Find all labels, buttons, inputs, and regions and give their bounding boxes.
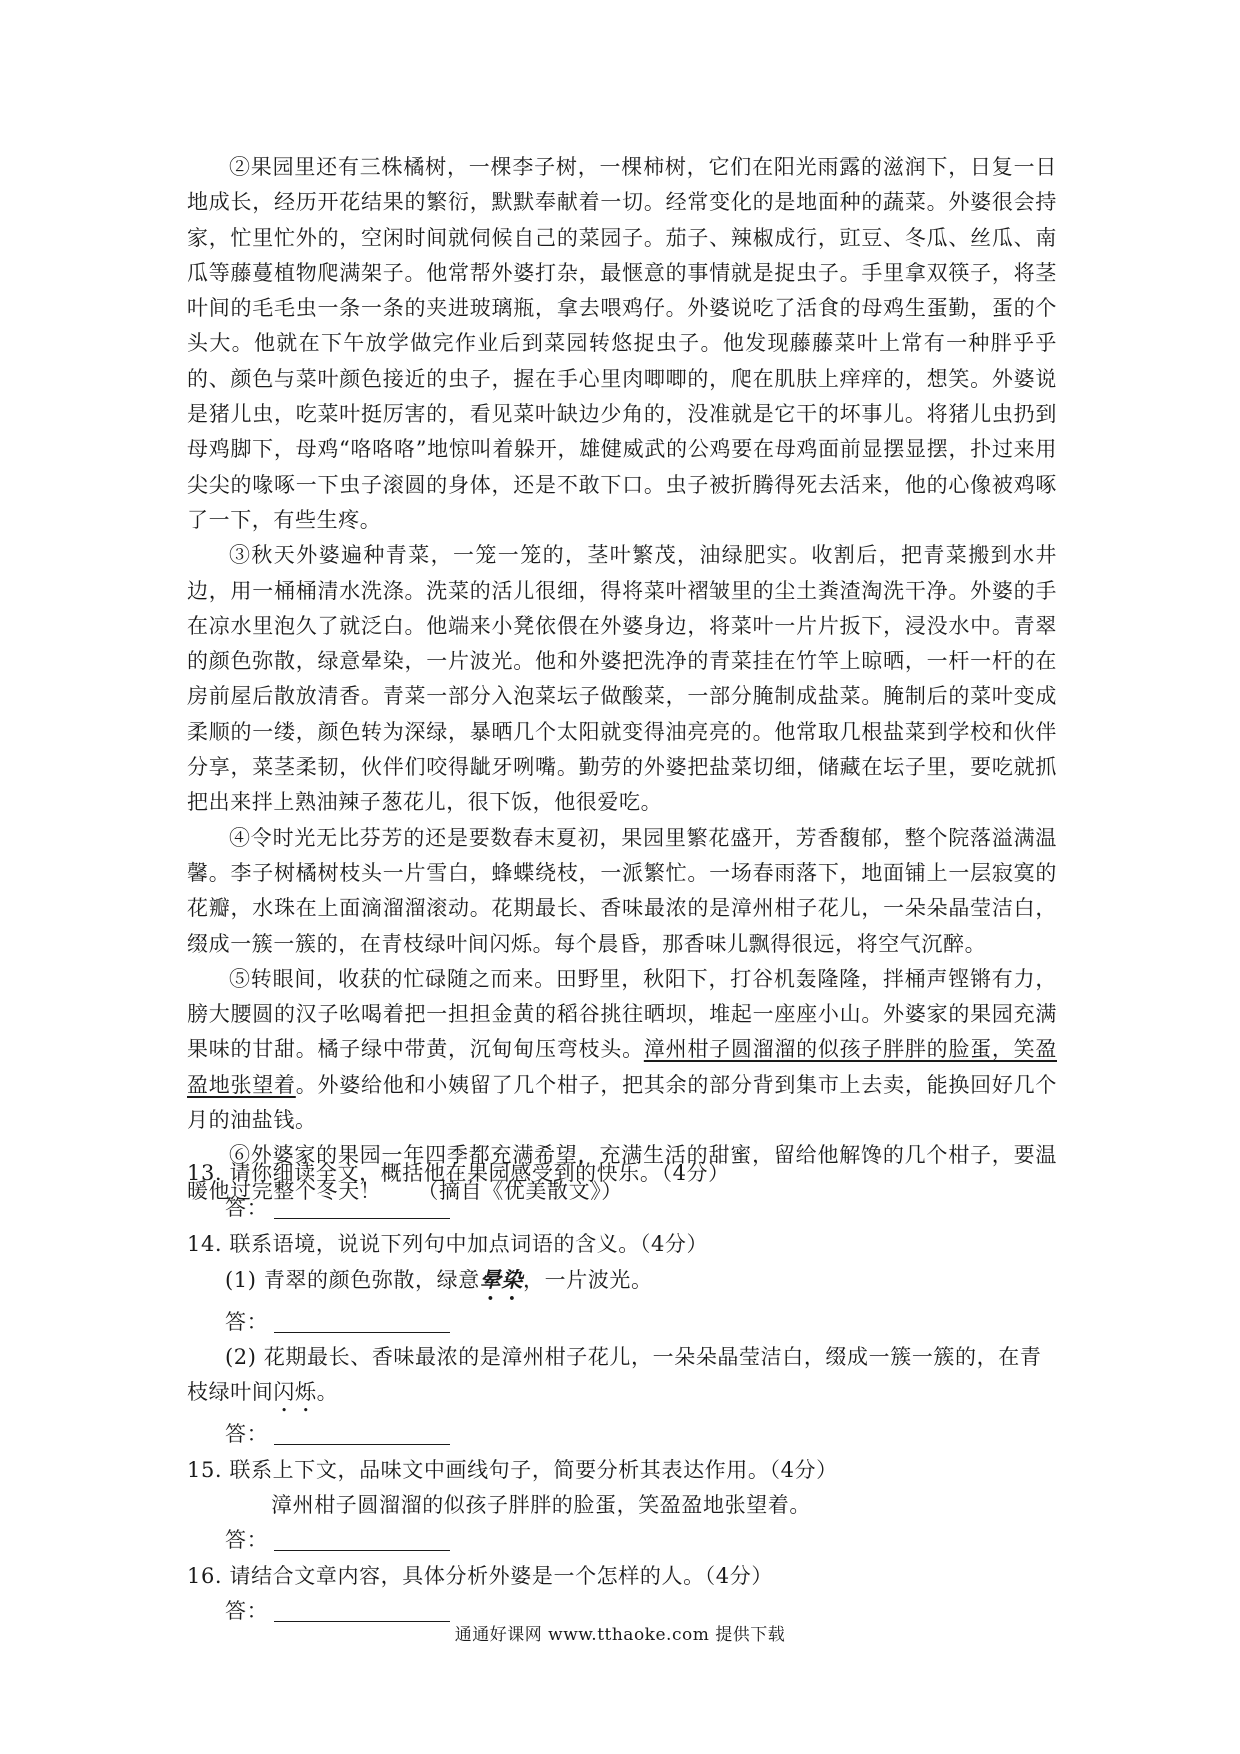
paragraph-3: ③秋天外婆遍种青菜，一笼一笼的，茎叶繁茂，油绿肥实。收割后，把青菜搬到水井边，用一桶桶清水洗涤。洗菜的活儿很细，得将菜叶褶皱里的尘土粪渣淘洗干净。外婆的手在凉水里泡久了就泛白。他端来小凳依偎在外婆身边，将菜叶一片片扳下，浸没水中。青翠的颜色弥散，绿意晕染，一片波光。他和外婆把洗净的青菜挂在竹竿上晾晒，一杆一杆的在房前屋后散放清香。青菜一部分入泡菜坛子做酸菜，一部分腌制成盐菜。腌制后的菜叶变成柔顺的一缕，颜色转为深绿，暴晒几个太阳就变得油亮亮的。他常取几根盐菜到学校和伙伴分享，菜茎柔韧，伙伴们咬得龇牙咧嘴。勤劳的外婆把盐菜切细，储藏在坛子里，要吃就抓把出来拌上熟油辣子葱花儿，很下饭，他很爱吃。 [187,543,1057,815]
question-15-quote: 漳州柑子圆溜溜的似孩子胖胖的脸蛋，笑盈盈地张望着。 [271,1493,811,1518]
question-14-1-text-end: ，一片波光。 [523,1267,653,1292]
paragraph-5 [187,962,1057,1138]
question-14-2 [187,1340,1057,1417]
paragraph-4: ④令时光无比芬芳的还是要数春末夏初，果园里繁花盛开，芳香馥郁，整个院落溢满温馨。李子树橘树枝头一片雪白，蜂蝶绕枝，一派繁忙。一场春雨落下，地面铺上一层寂寞的花瓣，水珠在上面滴溜溜滚动。花期最长、香味最浓的是漳州柑子花儿，一朵朵晶莹洁白，缀成一簇一簇的，在青枝绿叶间闪烁。每个晨昏，那香味儿飘得很远，将空气沉醉。 [187,825,1057,956]
underlined-sentence: 漳州柑子圆溜溜的似孩子胖胖的脸蛋，笑盈盈地张望着 [187,1037,1057,1097]
question-14-1-text: (1) 青翠的颜色弥散，绿意 [225,1267,480,1292]
paragraph-5-text-end: 。外婆给他和小姨留了几个柑子，把其余的部分背到集市上去卖，能换回好几个月的油盐钱。 [187,1072,1058,1133]
question-15: 15. 联系上下文，品味文中画线句子，简要分析其表达作用。（4分） [187,1457,838,1482]
answer-blank[interactable] [274,1422,450,1445]
source-citation: （摘自《优美散文》） [417,1178,623,1203]
question-14: 14. 联系语境，说说下列句中加点词语的含义。（4分） [187,1231,709,1256]
answer-blank[interactable] [274,1528,450,1551]
paragraph-6-text: ⑥外婆家的果园一年四季都充满希望，充满生活的甜蜜，留给他解馋的几个柑子，要温暖他过完整个冬天！ [187,1143,1057,1203]
footer-source: 通通好课网 www.tthaoke.com 提供下载 [454,1625,786,1645]
question-13: 13. 请你细读全文，概括他在果园感受到的快乐。（4分） [187,1161,730,1185]
answer-blank[interactable] [274,1599,450,1622]
dotted-word-yunran: 晕染 [479,1266,524,1292]
answer-line-14-1 [187,1305,1057,1340]
question-14-2-text: (2) 花期最长、香味最浓的是漳州柑子花儿，一朵朵晶莹洁白，缀成一簇一簇的，在青枝绿叶间 [187,1345,1042,1405]
answer-line-13 [187,1191,1057,1226]
answer-line-14-2 [187,1417,1057,1452]
paragraph-2: ②果园里还有三株橘树，一棵李子树，一棵柿树，它们在阳光雨露的滋润下，日复一日地成长，经历开花结果的繁衍，默默奉献着一切。经常变化的是地面种的蔬菜。外婆很会持家，忙里忙外的，空闲时间就伺候自己的菜园子。茄子、辣椒成行，豇豆、冬瓜、丝瓜、南瓜等藤蔓植物爬满架子。他常帮外婆打杂，最惬意的事情就是捉虫子。手里拿双筷子，将茎叶间的毛毛虫一条一条的夹进玻璃瓶，拿去喂鸡仔。外婆说吃了活食的母鸡生蛋勤，蛋的个头大。他就在下午放学做完作业后到菜园转悠捉虫子。他发现藤藤菜叶上常有一种胖乎乎的、颜色与菜叶颜色接近的虫子，握在手心里肉唧唧的，爬在肌肤上痒痒的，想笑。外婆说是猪儿虫，吃菜叶挺厉害的，看见菜叶缺边少角的，没准就是它干的坏事儿。将猪儿虫扔到母鸡脚下，母鸡“咯咯咯”地惊叫着躲开，雄健威武的公鸡要在母鸡面前显摆显摆，扑过来用尖尖的喙啄一下虫子滚圆的身体，还是不敢下口。虫子被折腾得死去活来，他的心像被鸡啄了一下，有些生疼。 [187,155,1057,532]
question-16: 16. 请结合文章内容，具体分析外婆是一个怎样的人。（4分） [187,1563,773,1588]
answer-label: 答： [225,1309,269,1334]
answer-blank[interactable] [274,1196,450,1219]
dotted-word-shanshuo: 闪烁 [273,1380,317,1405]
answer-label: 答： [225,1528,269,1553]
answer-label: 答： [225,1422,269,1447]
question-14-1 [187,1262,1057,1305]
answer-line-15 [187,1523,1057,1558]
answer-label: 答： [225,1196,269,1221]
questions-section [187,1156,1057,1629]
paragraph-5-text: ⑤转眼间，收获的忙碌随之而来。田野里，秋阳下，打谷机轰隆隆，拌桶声铿锵有力，膀大腰圆的汉子吆喝着把一担担金黄的稻谷挑往晒坝，堆起一座座小山。外婆家的果园充满果味的甘甜。橘子绿中带黄，沉甸甸压弯枝头。 [187,966,1057,1062]
answer-blank[interactable] [274,1310,450,1333]
article-body [187,150,1057,1209]
question-14-2-text-end: 。 [316,1380,339,1405]
answer-label: 答： [225,1598,269,1623]
